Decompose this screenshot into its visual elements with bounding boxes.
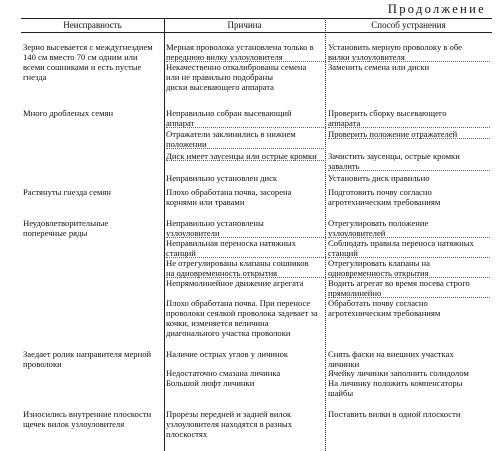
cause-cell: Неправильно собран высевающий аппарат xyxy=(166,108,326,128)
header-remedy: Способ устранения xyxy=(371,20,446,30)
cause-cell: Некачественно откалиброваны семена или не правильно подобраны диски высевающего аппарата xyxy=(166,62,307,92)
fault-cell: Неудовлетворительные поперечные ряды xyxy=(23,218,109,238)
fault-cell: Заедает ролик направителя мерной проволоки xyxy=(23,349,152,369)
cause-cell: Неправильная переноска натяжных станций xyxy=(166,238,326,258)
cause-cell: Большой люфт личинки xyxy=(166,378,255,388)
table-header-band xyxy=(21,18,492,33)
column-divider-1 xyxy=(164,18,165,451)
cause-cell: Неправильно установлен диск xyxy=(166,173,278,183)
remedy-cell: Заменить семена или диски xyxy=(328,62,430,72)
remedy-cell: Установить мерную проволоку в обе вилки узлоуловителя xyxy=(328,42,490,62)
remedy-cell: Зачистить заусенцы, острые кромки завалить xyxy=(328,151,490,171)
remedy-cell: Ячейку личинки заполнить солидолом xyxy=(328,368,469,378)
cause-cell: Отражатели заклинились в нижнем положении xyxy=(166,129,326,149)
remedy-cell: Водить агрегат во время посева строго прямолинейно xyxy=(328,278,490,298)
cause-cell: Диск имеет заусенцы или острые кромки xyxy=(166,151,326,161)
header-cause: Причина xyxy=(227,20,262,30)
cause-cell: Мерная проволока установлена только в переднюю вилку узлоуловителя xyxy=(166,42,326,62)
header-fault: Неисправность xyxy=(63,20,122,30)
remedy-cell: Проверить положение отражателей xyxy=(328,129,490,139)
remedy-cell: Снять фаски на внешних участках личинки xyxy=(328,349,454,369)
remedy-cell: Отрегулировать клапаны на одновременность открытия xyxy=(328,258,490,278)
cause-cell: Недостаточно смазана личинка xyxy=(166,368,281,378)
remedy-cell: Соблюдать правила переноса натяжных станций xyxy=(328,238,490,258)
fault-cell: Растянуты гнезда семян xyxy=(23,187,111,197)
cause-cell: Плохо обработана почва. При переносе проволоки сеялкой проволока задевает за кочки, изменяется величина диагонального участка проволоки xyxy=(166,298,318,338)
fault-cell: Много дробленых семян xyxy=(23,108,114,118)
cause-cell: Прорезы передней и задней вилок узлоуловителя находятся в разных плоскостях xyxy=(166,409,292,439)
continuation-label: Продолжение xyxy=(387,2,486,16)
remedy-cell: Отрегулировать положение узлоуловителей xyxy=(328,218,490,238)
cause-cell: Плохо обработана почва, засорена корнями или травами xyxy=(166,187,292,207)
fault-cell: Износились внутренние плоскости щечек вилок узлоуловителя xyxy=(23,409,152,429)
remedy-cell: Поставить вилки в одной плоскости xyxy=(328,409,461,419)
remedy-cell: Проверить сборку высевающего аппарата xyxy=(328,108,490,128)
fault-cell: Зерно высевается с междугнездием 140 см вместо 70 см одним или всеми сошниками и есть пустые гнезда xyxy=(23,42,153,82)
cause-cell: Наличие острых углов у личинок xyxy=(166,349,289,359)
remedy-cell: Установить диск правильно xyxy=(328,173,430,183)
remedy-cell: На личинку положить компенсаторы шайбы xyxy=(328,378,463,398)
remedy-cell: Подготовить почву согласно агротехническим требованиям xyxy=(328,187,441,207)
cause-cell: Не отрегулированы клапаны сошников на одновременность открытия xyxy=(166,258,326,278)
remedy-cell: Обработать почву согласно агротехническим требованиям xyxy=(328,298,441,318)
cause-cell: Непрямолинейное движение агрегата xyxy=(166,278,304,288)
cause-cell: Неправильно установлены узлоуловители xyxy=(166,218,326,238)
